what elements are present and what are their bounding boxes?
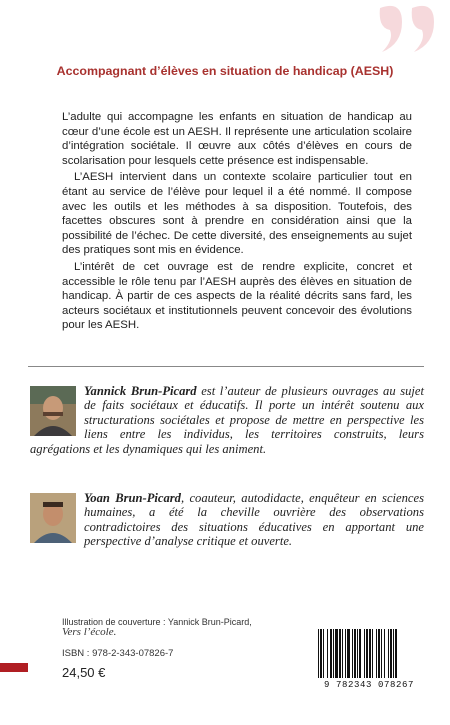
summary-paragraph: L’adulte qui accompagne les enfants en situation de handicap au cœur d’une école est un AESH. Il représente une articulation scolaire d’intégration sociétale. Il œuvre aux côtés d’élèves en cours de scolarisation pour lesquels cette présence est indispensable. (62, 111, 412, 167)
coauthor-bio-text: , coauteur, autodidacte, enquêteur en sciences humaines, a été la cheville ouvrière des observations contradictoires des situations éducatives en apportant une perspective d’analyse critique et ouverte. (84, 491, 424, 549)
price: 24,50 € (62, 665, 106, 680)
divider (28, 366, 424, 367)
book-title: Accompagnant d’élèves en situation de handicap (AESH) (56, 64, 394, 78)
coauthor-photo (30, 493, 76, 543)
author-name: Yannick Brun-Picard (84, 384, 197, 398)
quote-mark-icon (372, 0, 444, 60)
author-bio-text: est l’auteur de plusieurs ouvrages au sujet de faits sociétaux et éducatifs. Il porte un intérêt soutenu aux structurations sociétales et propose de mettre en perspective les liens entre les individus, les territoires construits, leurs agrégations et les dynamiques qui les animent. (30, 384, 424, 456)
coauthor-bio (30, 491, 424, 549)
author-photo (30, 386, 76, 436)
coauthor-name: Yoan Brun-Picard (84, 491, 181, 505)
cover-illustration-title: Vers l’école. (62, 626, 117, 638)
isbn: ISBN : 978-2-343-07826-7 (62, 648, 174, 659)
cover-illustration-credit: Illustration de couverture : Yannick Brun-Picard, (62, 617, 252, 627)
summary-paragraph: L’AESH intervient dans un contexte scolaire particulier tout en étant au service de l’élève pour lequel il a été nommé. Il compose avec les outils et les méthodes à sa disposition. Toutefois, des facettes obscures sont à prendre en considération ainsi que la possibilité de l’échec. De cette diversité, des enseignements au sujet des pratiques sont mis en évidence. (62, 171, 412, 257)
red-band (0, 663, 28, 672)
cover-credit (62, 617, 312, 637)
summary-text (62, 110, 412, 335)
summary-paragraph: L’intérêt de cet ouvrage est de rendre explicite, concret et accessible le rôle tenu par l’AESH auprès des élèves en situation de handicap. À partir de ces aspects de la réalité décrits sans fard, les acteurs sociétaux et institutionnels peuvent concevoir des évolutions pour les AESH. (62, 260, 412, 332)
author-bio (30, 384, 424, 456)
barcode-number: 9 782343 078267 (312, 678, 426, 692)
